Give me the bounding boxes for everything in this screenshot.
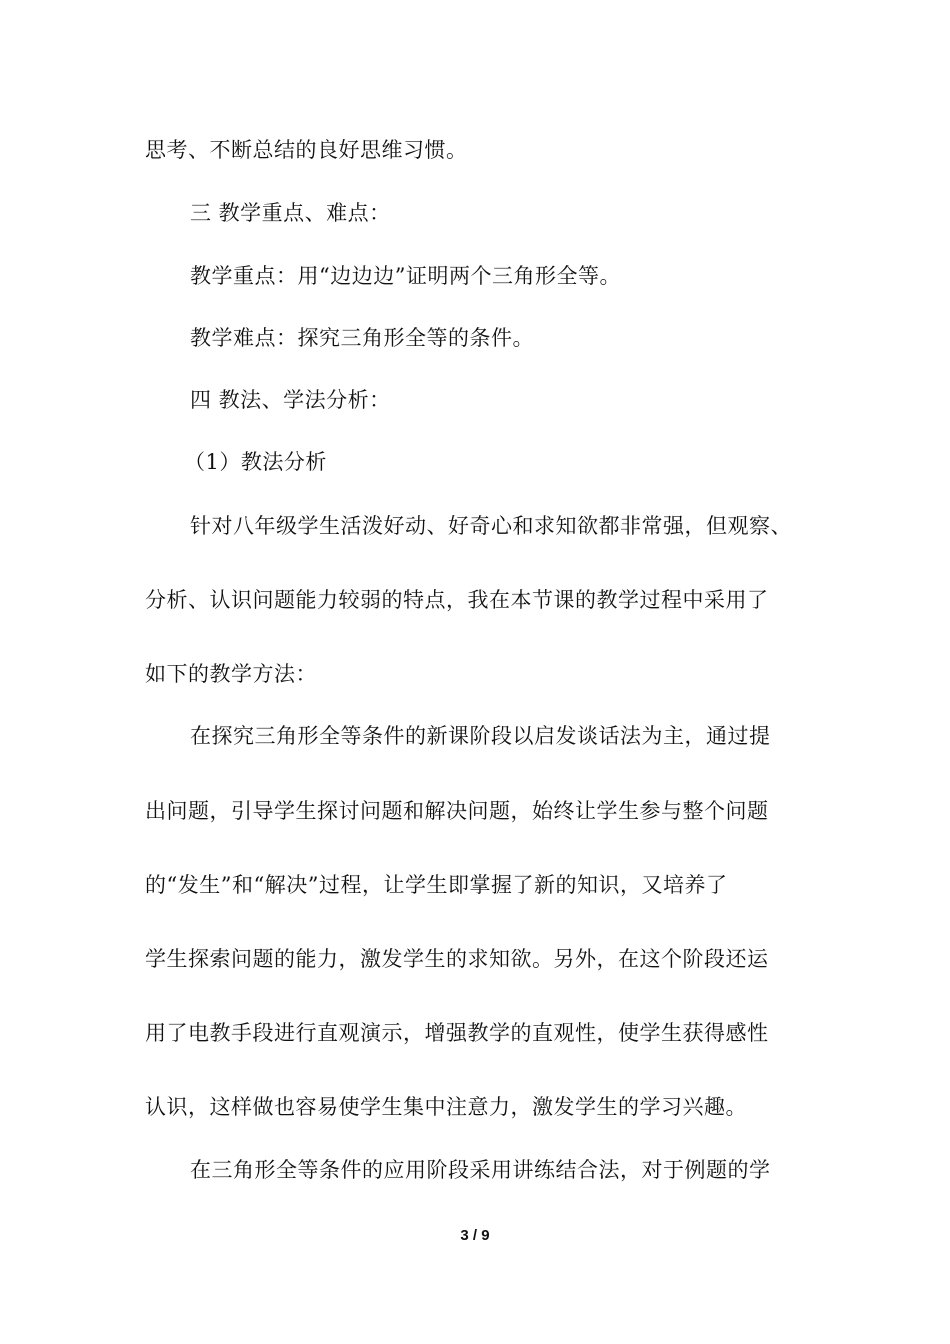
paragraph-line: 思考、不断总结的良好思维习惯。 xyxy=(145,138,468,162)
paragraph-line: 的“发生”和“解决”过程，让学生即掌握了新的知识，又培养了 xyxy=(145,873,728,897)
paragraph-line: 如下的教学方法： xyxy=(145,662,317,686)
paragraph-line: 教学重点：用“边边边”证明两个三角形全等。 xyxy=(190,264,621,288)
paragraph-line: 针对八年级学生活泼好动、好奇心和求知欲都非常强，但观察、 xyxy=(190,514,792,538)
paragraph-line: 出问题，引导学生探讨问题和解决问题，始终让学生参与整个问题 xyxy=(145,799,769,823)
section-heading: 三 教学重点、难点： xyxy=(190,201,391,225)
paragraph-line: 教学难点：探究三角形全等的条件。 xyxy=(190,326,534,350)
subsection-heading: （1）教法分析 xyxy=(184,450,327,474)
page-number: 3 / 9 xyxy=(460,1227,490,1244)
paragraph-line: 用了电教手段进行直观演示，增强教学的直观性，使学生获得感性 xyxy=(145,1021,769,1045)
paragraph-line: 分析、认识问题能力较弱的特点，我在本节课的教学过程中采用了 xyxy=(145,588,769,612)
paragraph-line: 在三角形全等条件的应用阶段采用讲练结合法，对于例题的学 xyxy=(190,1158,771,1182)
paragraph-line: 在探究三角形全等条件的新课阶段以启发谈话法为主，通过提 xyxy=(190,724,771,748)
paragraph-line: 学生探索问题的能力，激发学生的求知欲。另外，在这个阶段还运 xyxy=(145,947,769,971)
paragraph-line: 认识，这样做也容易使学生集中注意力，激发学生的学习兴趣。 xyxy=(145,1095,747,1119)
section-heading: 四 教法、学法分析： xyxy=(190,388,391,412)
